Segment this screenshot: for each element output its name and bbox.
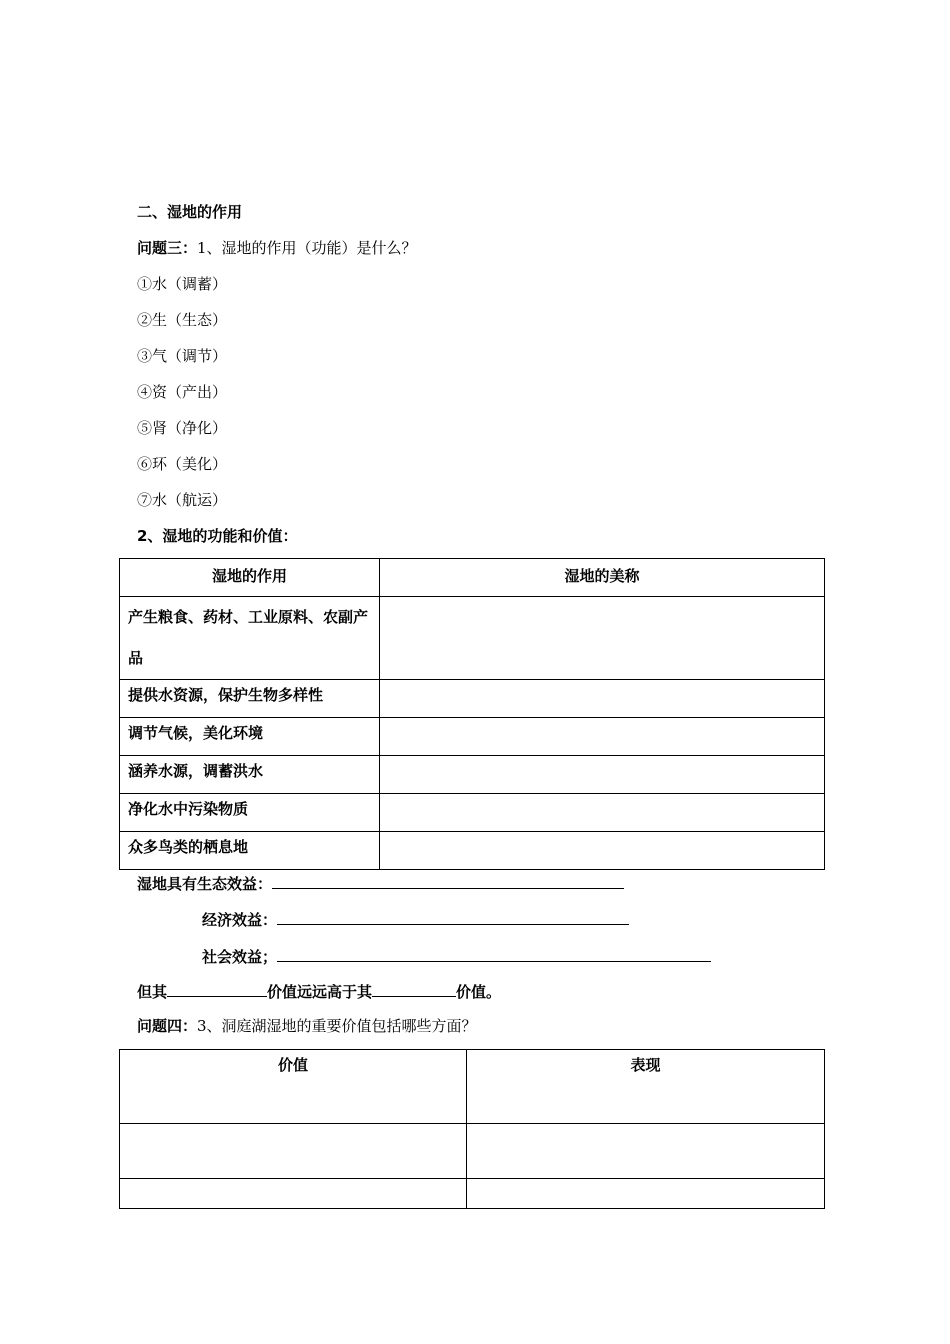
function-item: ①水（调蓄） [137,275,228,293]
function-item: ②生（生态） [137,311,228,329]
value-sentence-part: 价值远远高于其 [267,983,373,1001]
benefit-eco-label: 湿地具有生态效益： [137,875,273,893]
question-3-prefix: 问题三： [137,239,198,257]
table-cell: 提供水资源，保护生物多样性 [120,680,380,718]
benefit-econ-line [202,908,629,930]
function-item: ⑦水（航运） [137,491,228,509]
benefit-social-label: 社会效益； [202,948,278,966]
benefit-social-line [202,945,711,967]
function-item: ⑥环（美化） [137,455,228,473]
table-row [120,718,825,756]
table-cell-blank[interactable] [380,756,825,794]
table-cell-blank[interactable] [380,794,825,832]
table-cell-blank[interactable] [380,597,825,680]
table-cell-blank[interactable] [120,1124,467,1179]
table-header-cell: 表现 [467,1050,825,1124]
table-cell-blank[interactable] [467,1124,825,1179]
value-blank-1[interactable] [167,980,267,997]
table-cell: 调节气候，美化环境 [120,718,380,756]
table-cell-blank[interactable] [380,832,825,870]
table-row [120,680,825,718]
table-row [120,1124,825,1179]
question-3 [137,238,417,258]
function-item: ⑤肾（净化） [137,419,228,437]
question-4 [137,1016,477,1036]
table-row [120,597,825,680]
benefit-eco-blank[interactable] [272,872,624,889]
question-4-text: 3、洞庭湖湿地的重要价值包括哪些方面？ [197,1017,477,1035]
table-cell-blank[interactable] [467,1179,825,1209]
table-cell: 众多鸟类的栖息地 [120,832,380,870]
function-item: ③气（调节） [137,347,228,365]
table-row [120,1179,825,1209]
table-cell-blank[interactable] [380,718,825,756]
table-row [120,794,825,832]
benefit-econ-blank[interactable] [277,908,629,925]
table-header-cell: 湿地的美称 [380,559,825,597]
value-table [119,1049,825,1209]
table-cell: 产生粮食、药材、工业原料、农副产品 [120,597,380,680]
benefit-social-blank[interactable] [277,945,711,962]
wetland-function-table [119,558,825,870]
table-row [120,756,825,794]
table-cell-blank[interactable] [120,1179,467,1209]
question-3-text: 1、湿地的作用（功能）是什么？ [197,239,417,257]
table-cell-blank[interactable] [380,680,825,718]
value-sentence-part: 但其 [137,983,168,1001]
function-item: ④资（产出） [137,383,228,401]
benefit-econ-label: 经济效益： [202,911,278,929]
table-header-row [120,1050,825,1124]
question-4-prefix: 问题四： [137,1017,198,1035]
table-header-cell: 湿地的作用 [120,559,380,597]
table-cell: 涵养水源，调蓄洪水 [120,756,380,794]
benefit-eco-line [137,872,624,894]
value-blank-2[interactable] [372,980,456,997]
value-sentence-part: 价值。 [456,983,502,1001]
table-row [120,832,825,870]
table-header-row [120,559,825,597]
section-title: 二、湿地的作用 [137,203,243,221]
table-header-cell: 价值 [120,1050,467,1124]
table-cell: 净化水中污染物质 [120,794,380,832]
subsection-2-title: 2、湿地的功能和价值： [137,527,298,545]
value-sentence [137,980,501,1002]
